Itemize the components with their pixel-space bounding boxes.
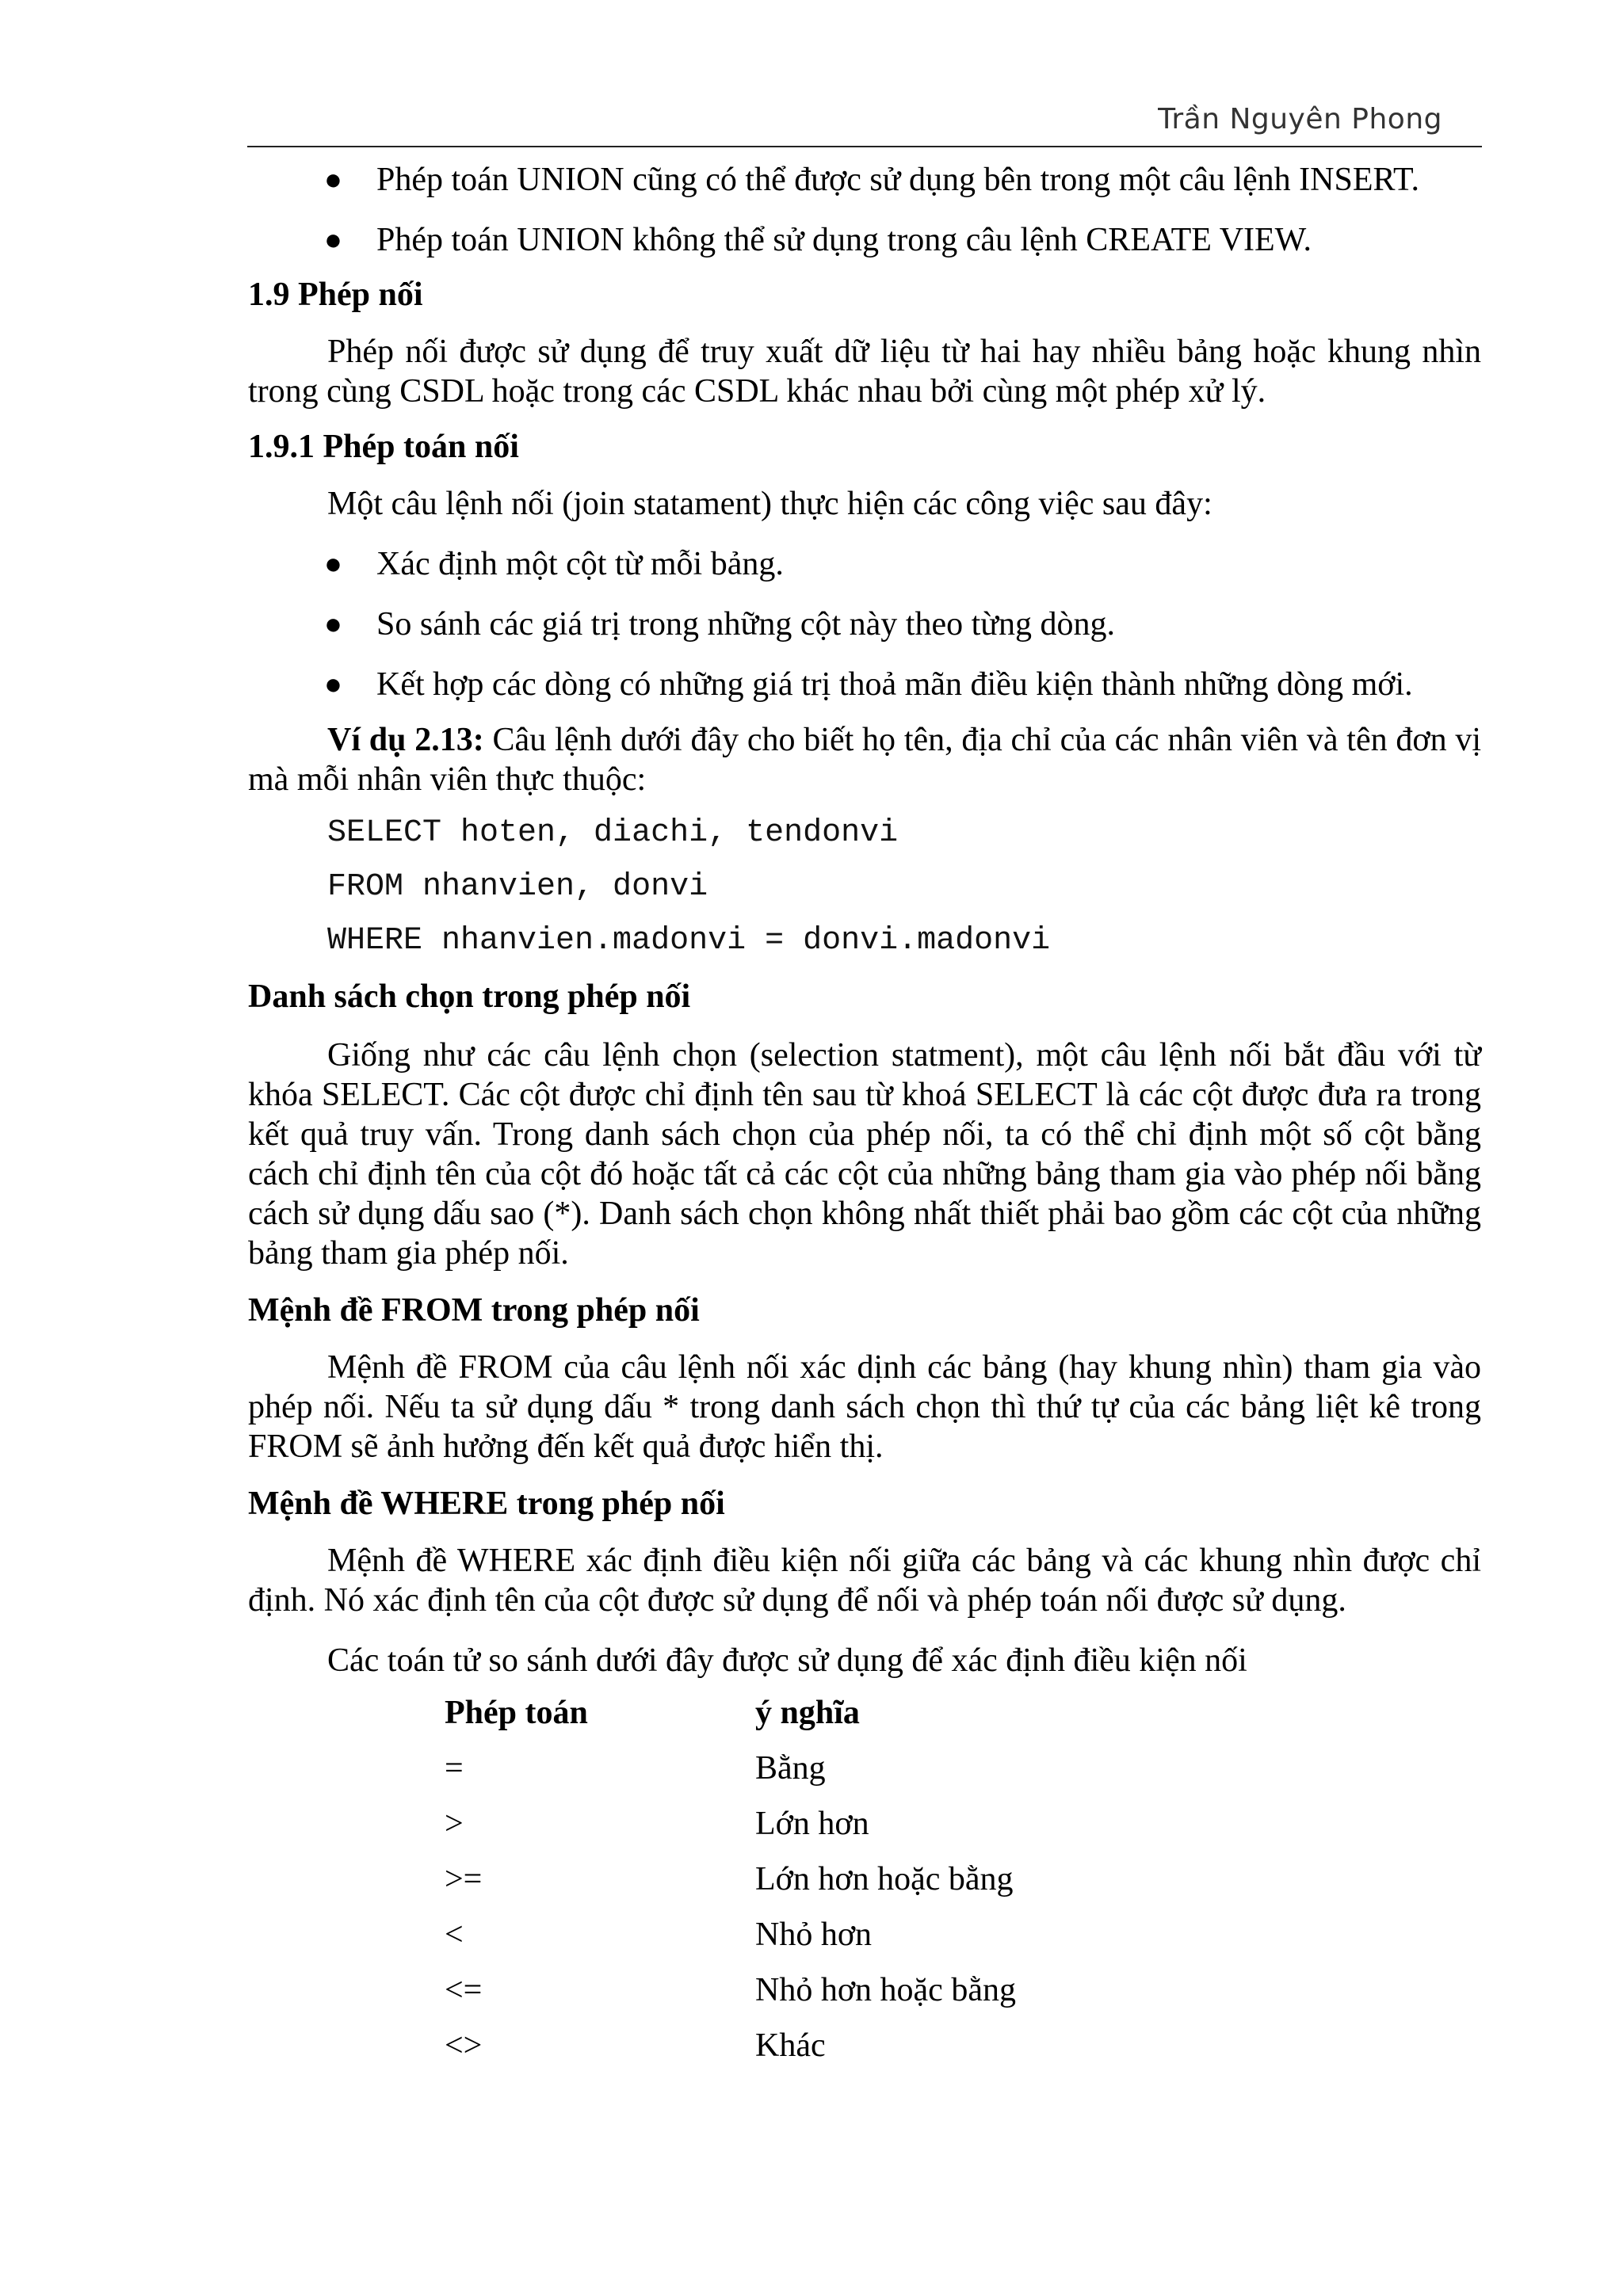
bullet-item [248,220,1481,260]
table-row [445,2018,1016,2073]
code-line: FROM nhanvien, donvi [327,869,708,905]
table-cell-operator: <> [445,2027,483,2064]
code-line: WHERE nhanvien.madonvi = donvi.madonvi [327,923,1051,959]
bullet-icon: ● [324,547,342,581]
operators-intro: Các toán tử so sánh dưới đây được sử dụng để xác định điều kiện nối [327,1642,1247,1679]
section-heading: 1.9 Phép nối [248,277,423,313]
table-row [445,1741,1016,1796]
example-text: Câu lệnh dưới đây cho biết họ tên, địa chỉ của các nhân viên và tên đơn vị mà mỗi nhân viên thực thuộc: [248,722,1482,798]
page-content [248,158,1481,2073]
operators-table [445,1685,1016,2073]
subsection-intro: Một câu lệnh nối (join statament) thực hiện các công việc sau đây: [327,486,1212,522]
table-cell-operator: <= [445,1972,483,2008]
table-cell-operator: >= [445,1861,483,1897]
table-header-row [445,1685,1016,1741]
bullet-item [248,605,1481,644]
section-paragraph: Phép nối được sử dụng để truy xuất dữ liệu từ hai hay nhiều bảng hoặc khung nhìn trong cùng CSDL hoặc trong các CSDL khác nhau bởi cùng một phép xử lý. [248,334,1481,410]
table-cell-operator: < [445,1917,464,1953]
bullet-icon: ● [324,223,342,257]
code-line: SELECT hoten, diachi, tendonvi [327,815,899,851]
table-cell-operator: > [445,1806,464,1842]
table-row [445,1907,1016,1962]
bullet-icon: ● [324,163,342,196]
table-cell-meaning: Bằng [755,1750,826,1787]
section-heading: Mệnh đề WHERE trong phép nối [248,1486,725,1522]
table-header-cell: Phép toán [445,1695,588,1731]
table-row [445,1796,1016,1852]
bullet-icon: ● [324,608,342,641]
table-cell-meaning: Nhỏ hơn [755,1917,873,1953]
bullet-text: Phép toán UNION cũng có thể được sử dụng bên trong một câu lệnh INSERT. [376,162,1420,198]
section-paragraph: Giống như các câu lệnh chọn (selection statment), một câu lệnh nối bắt đầu với từ khóa SELECT. Các cột được chỉ định tên sau từ khoá SELECT là các cột được đưa ra trong kết quả truy vấn. Trong danh sách chọn của phép nối, ta có thể chỉ định một số cột bằng cách chỉ định tên của cột đó hoặc tất cả các cột của những bảng tham gia vào phép nối bằng cách sử dụng dấu sao (*). Danh sách chọn không nhất thiết phải bao gồm các cột của những bảng tham gia phép nối. [248,1037,1481,1272]
table-cell-meaning: Nhỏ hơn hoặc bằng [755,1972,1016,2008]
table-row [445,1962,1016,2018]
section-paragraph: Mệnh đề FROM của câu lệnh nối xác dịnh các bảng (hay khung nhìn) tham gia vào phép nối. Nếu ta sử dụng dấu * trong danh sách chọn thì thứ tự của các bảng liệt kê trong FROM sẽ ảnh hưởng đến kết quả được hiển thị. [248,1349,1481,1465]
bullet-item [248,544,1481,584]
table-cell-meaning: Lớn hơn [755,1806,869,1842]
table-header-cell: ý nghĩa [755,1695,860,1731]
table-cell-meaning: Khác [755,2027,826,2064]
subsection-heading: 1.9.1 Phép toán nối [248,429,519,465]
table-row [445,1852,1016,1907]
table-cell-operator: = [445,1750,464,1787]
header-author: Trần Nguyên Phong [1158,103,1442,135]
bullet-item [248,160,1481,200]
example-paragraph [248,720,1481,799]
bullet-text: So sánh các giá trị trong những cột này theo từng dòng. [376,606,1116,643]
bullet-item [248,665,1481,704]
bullet-text: Xác định một cột từ mỗi bảng. [376,546,784,582]
section-heading: Mệnh đề FROM trong phép nối [248,1292,700,1329]
example-label: Ví dụ 2.13: [327,722,484,758]
section-heading: Danh sách chọn trong phép nối [248,978,691,1015]
bullet-text: Kết hợp các dòng có những giá trị thoả mãn điều kiện thành những dòng mới. [376,666,1413,703]
section-paragraph: Mệnh đề WHERE xác định điều kiện nối giữa các bảng và các khung nhìn được chỉ định. Nó xác định tên của cột được sử dụng để nối và phép toán nối được sử dụng. [248,1543,1481,1619]
header-rule [247,146,1482,147]
table-cell-meaning: Lớn hơn hoặc bằng [755,1861,1014,1897]
bullet-text: Phép toán UNION không thể sử dụng trong câu lệnh CREATE VIEW. [376,222,1312,258]
bullet-icon: ● [324,668,342,701]
